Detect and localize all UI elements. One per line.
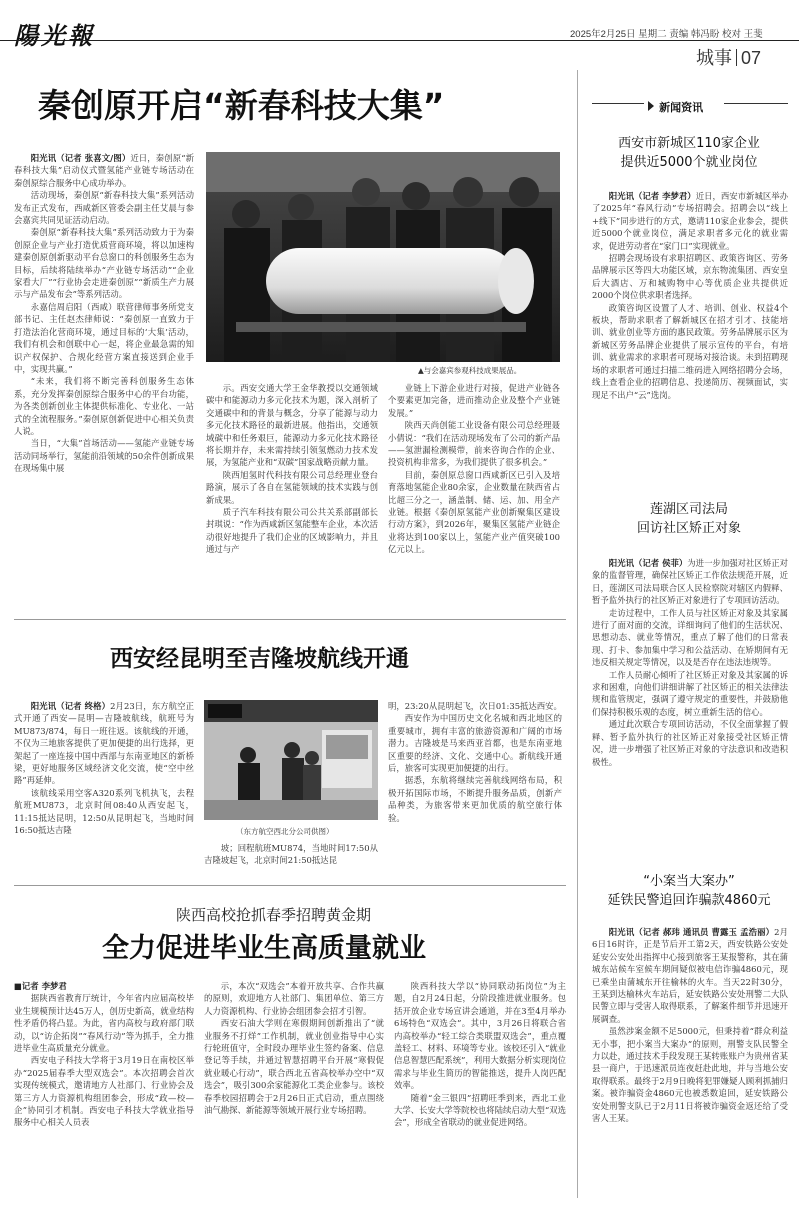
paragraph-text: 目前，秦创原总窗口西咸新区已引入及培育落地氢能企业80余家，企业数量在陕西省占比超三分之一，涵盖制、储、运、加、用全产业链。根据《秦创原氢能产业创新聚集区建设行动方案》，到2026年，聚集区氢能产业链企业将达到100家以上，氢能产业产值突破100亿元以上。	[388, 469, 560, 555]
paragraph	[206, 469, 378, 506]
jobs-headline: 全力促进毕业生高质量就业	[102, 933, 426, 964]
paragraph	[388, 774, 562, 824]
paragraph	[394, 980, 566, 1092]
byline: 阳光讯（记者 侯菲）	[608, 558, 688, 568]
paragraph	[388, 712, 562, 774]
paragraph-text: 通过此次联合专项回访活动，不仅全面掌握了假释、暂予监外执行的社区矫正对象接受社区矫正情况，进一步增强了社区矫正对象的守法意识和改造积极性。	[592, 719, 788, 767]
paragraph	[14, 226, 194, 300]
divider-jobs	[14, 885, 566, 886]
paragraph	[204, 1017, 384, 1116]
main-headline: 秦创原开启“新春科技大集”	[38, 86, 445, 125]
news1-body	[592, 190, 788, 490]
masthead-logo: 陽光報	[14, 21, 95, 50]
paragraph-text: 坡；回程航班MU874，当地时间17:50从吉隆坡起飞，北京时间21:50抵达昆	[204, 843, 378, 866]
dateline: 2025年2月25日 星期二 责编 韩冯盼 校对 王斐	[570, 29, 763, 40]
news3-headline	[590, 872, 788, 910]
paragraph	[206, 506, 378, 556]
news1-headline	[590, 134, 788, 172]
paragraph	[14, 700, 194, 787]
paragraph	[388, 469, 560, 556]
byline: 阳光讯（记者 郝玮 通讯员 曹露玉 孟浩丽）	[608, 927, 775, 937]
sidebar-head-label: 新闻资讯	[659, 102, 704, 114]
news2-headline-line1: 莲湖区司法局	[649, 502, 728, 517]
section-name: 城事	[696, 48, 732, 68]
main-photo-caption: ▲与会嘉宾参观科技成果展品。	[418, 366, 522, 375]
paragraph	[204, 980, 384, 1017]
sidebar-head	[648, 96, 703, 115]
paragraph	[592, 557, 788, 607]
paragraph-text: 质子汽车科技有限公司公共关系部副部长封琪说：“作为西咸新区氢能整车企业，本次活动很好地提升了我们企业的区域影响力，并且通过与产	[206, 507, 378, 555]
top-rule	[0, 40, 799, 41]
news2-headline-line2: 回访社区矫正对象	[636, 521, 741, 536]
news3-headline-line1: “小案当大案办”	[643, 874, 735, 889]
flight-col-3	[388, 700, 562, 872]
paragraph-text: 明，23:20从昆明起飞，次日01:35抵达西安。	[388, 701, 562, 711]
news3-headline-line2: 延铁民警追回诈骗款4860元	[607, 893, 771, 908]
paragraph	[14, 375, 194, 437]
paragraph	[204, 842, 378, 867]
paragraph	[592, 252, 788, 302]
sidebar-rule-left	[592, 103, 644, 104]
main-photo	[206, 152, 560, 362]
paragraph	[592, 190, 788, 252]
flight-photo	[204, 700, 378, 820]
jobs-col-2	[204, 980, 384, 1198]
paragraph-text: 西安石油大学则在寒假期间创新推出了“就业服务不打烊”工作机制，就业创业指导中心实行轮班值守，全时段办理毕业生签约备案、信息登记等手续，并通过智慧招聘平台开展“寒假促就业暖心行动”，联合西北五省高校举办空中“双选会”，吸引300余家能源化工类企业参与。该校春季校园招聘会于2月26日正式启动，重点围绕油气勘探、新能源等领域开展行业专场招聘。	[204, 1018, 384, 1116]
paragraph-text: 为进一步加强对社区矫正对象的监督管理，确保社区矫正工作依法规范开展，近日，莲湖区司法局联合区人民检察院对辖区内假释、暂予监外执行的社区矫正对象进行了专项回访活动。	[592, 558, 788, 606]
paragraph	[14, 980, 194, 992]
paragraph	[206, 382, 378, 469]
paragraph-text: 陕西天尚创能工业设备有限公司总经理聂小倩说：“我们在活动现场发布了公司的新产品——氢泄漏检测模带，前来咨询合作的企业、投资机构非常多，为我们提供了很多机会。”	[388, 420, 560, 468]
news1-headline-line2: 提供近5000个就业岗位	[620, 155, 758, 170]
section-divider	[736, 49, 737, 66]
paragraph	[388, 419, 560, 469]
paragraph-text: 业链上下游企业进行对接，促进产业链各个要素更加完备，进而推动企业及整个产业链发展。”	[388, 383, 560, 418]
byline: 阳光讯（记者 张喜文/图）	[30, 153, 131, 163]
paragraph-text: 虽然涉案金额不足5000元，但秉持着“群众利益无小事，把小案当大案办”的原则，刑警支队民警全力以赴，通过技术手段发现王某转账账户为贵州省某县一商户，于迅速派员连夜赶赴此地，并与当地公安取得联系。最终于2月9日晚将犯罪嫌疑人顾利抓捕归案。被诈骗资金4860元也被悉数追回，延安铁路公安处刑警支队已于2月11日将被诈骗资金返还给了受害人王某。	[592, 1026, 788, 1124]
page-number: 07	[741, 48, 762, 68]
paragraph	[592, 669, 788, 719]
paragraph-text: 2月23日，东方航空正式开通了西安—昆明—吉隆坡航线，航班号为MU873/874，每日一班往返。该航线的开通，不仅为三地旅客提供了更加便捷的出行选择，更架起了一座连接中国中西部与东南亚地区的新桥梁，更好地服务区域经济文化交流，使“空中丝路”再延伸。	[14, 701, 194, 786]
divider-flight	[14, 619, 566, 620]
paragraph	[14, 189, 194, 226]
paragraph-text: 永嘉信周启阳（西咸）联营律师事务所党支部书记、主任赵杰律师说：“秦创原一直致力于打造法治化营商环境，通过目标的‘大集’活动，我们有机会和创联中心一起，将企业最急需的知识产权保护、合规化经营方案直接送到企业手中，实现共赢。”	[14, 301, 194, 374]
paragraph-text: 走访过程中，工作人员与社区矫正对象及其家属进行了面对面的交流，详细询问了他们的生活状况、思想动态、就业等情况，重点了解了他们的日常表现、打卡、参加集中学习和公益活动、在矫期间有无违反相关规定等情况，以及是否存在违法违规等。	[592, 607, 788, 668]
main-col-1	[14, 152, 194, 600]
paragraph	[592, 1025, 788, 1124]
paragraph-text: 该航线采用空客A320系列飞机执飞，去程航班MU873，北京时间08:40从西安起飞，11:15抵达昆明，12:50从昆明起飞，当地时间16:50抵达吉隆	[14, 787, 194, 836]
jobs-col-1	[14, 980, 194, 1198]
paragraph-text: 随着“金三银四”招聘旺季到来，西北工业大学、长安大学等院校也将陆续启动大型“双选会”，形成全省联动的就业促进网络。	[394, 1092, 566, 1128]
paragraph-text: 据陕西省教育厅统计，今年省内应届高校毕业生规模预计达45万人，创历史新高，就业结构性矛盾仍将凸显。为此，省内高校与政府部门联动，以“访企拓岗”“春风行动”等为抓手，全力推进毕业生高质量充分就业。	[14, 993, 194, 1054]
paragraph	[14, 437, 194, 474]
flight-photo-caption: （东方航空西北分公司供图）	[236, 827, 334, 836]
paragraph-text: 示。西安交通大学王金华教授以交通领域碳中和能源动力多元化技术为题，深入剖析了交通碳中和的背景与概念，分享了能源与动力多元化技术路径的最新进展。他指出，交通领域碳中和任务艰巨，能源动力多元化技术路径将长期并存，未来需持续引领氢燃动力技术发展，为氢能产业和“双碳”国家战略贡献力量。	[206, 383, 378, 468]
paragraph-text: “未来，我们将不断完善科创服务生态体系，充分发挥秦创原综合服务中心的平台功能，为各类创新创业主体提供标准化、专业化、一站式的全流程服务。”秦创原创新促进中心相关负责人说。	[14, 376, 194, 436]
paragraph-text: 近日，秦创原“新春科技大集”启动仪式暨氢能产业链专场活动在秦创原综合服务中心成功举办。	[14, 153, 194, 188]
flight-headline: 西安经昆明至吉隆坡航线开通	[110, 646, 409, 672]
flight-col-1	[14, 700, 194, 870]
paragraph	[14, 301, 194, 375]
paragraph-text: 政策咨询区设置了人才、培训、创业、权益4个板块，帮助求职者了解新城区在招才引才、技能培训、就业创业等方面的惠民政策。劳务品牌展示区为新城区劳务品牌企业提供了展示宣传的平台，有培训、就业需求的求职者可现场对接洽谈。未到招聘现场的求职者可通过扫描二维码进入网络招聘分会场，线上查看企业的招聘信息、投递简历、视频面试，实现足不出户“云”选岗。	[592, 302, 788, 400]
paragraph	[388, 700, 562, 712]
sidebar-header	[592, 96, 788, 114]
paragraph-text: 招聘会现场设有求职招聘区、政策咨询区、劳务品牌展示区等四大功能区域，京东物流集团、西安皇后大酒店、万和城购物中心等优质企业共提供近2000个岗位供求职者选择。	[592, 253, 788, 301]
paragraph	[14, 1054, 194, 1128]
paragraph-text: 陕西旭氢时代科技有限公司总经理业登台路演，展示了各自在氢能领域的技术实践与创新成果。	[206, 469, 378, 505]
paragraph-text: 秦创原“新春科技大集”系列活动致力于为秦创原企业与产业打造优质营商环境，将以加速构建秦创原创新驱动平台总窗口的科创服务生态为目标，后续将陆续举办“产业链专场活动”“企业家看大厂”“行业协会走进秦创原”“新质生产力展示与产品发布会”等系列活动。	[14, 227, 194, 300]
paragraph-text: 西安电子科技大学将于3月19日在南校区举办“2025届春季大型双选会”。本次招聘会首次实现传统模式，邀请地方人社部门、行业协会及第三方人力资源机构组团参会，形成“政—校—企”协同引才机制。西安电子科技大学就业指导服务中心相关人员表	[14, 1055, 194, 1128]
byline: ■记者 李梦君	[14, 981, 67, 991]
paragraph	[592, 302, 788, 401]
paragraph-text: 2月6日16时许，正是节后开工第2天，西安铁路公安处延安公安处出指挥中心接到旅客王某报警称，其在蒲城东站候车室候车期间疑似被电信诈骗4860元，现已乘坐由蒲城东开往榆林的火车。当天22时30分，王某到达榆林火车站后，延安铁路公安处刑警二大队民警立即与受害人取得联系，了解案件细节并迅速开展调查。	[592, 927, 788, 1024]
jobs-kicker: 陕西高校抢抓春季招聘黄金期	[176, 906, 372, 924]
news1-headline-line1: 西安市新城区110家企业	[618, 136, 760, 151]
main-col-2	[206, 382, 378, 600]
paragraph	[14, 152, 194, 189]
news2-body	[592, 557, 788, 857]
sidebar-divider	[577, 70, 578, 1198]
paragraph-text: 当日，“大集”首场活动——氢能产业链专场活动同场举行，氢能前沿领域的50余件创新成果在现场集中展	[14, 438, 194, 474]
paragraph-text: 示，本次“双选会”本着开放共享、合作共赢的原则，欢迎地方人社部门、集团单位、第三方人力资源机构、行业协会组团参会招才引智。	[204, 981, 384, 1016]
paragraph	[592, 718, 788, 768]
sidebar-rule-right	[724, 103, 788, 104]
paragraph-text: 陕西科技大学以“协同联动拓岗位”为主题，自2月24日起，分阶段推进就业服务。包括开放企业专场宣讲会通道，并在3至4月举办6场特色“双选会”。其中，3月26日将联合省内高校举办“轻工综合类联盟双选会”，重点覆盖轻工、材料、环境等专业。该校还引入“就业信息智慧匹配系统”，利用大数据分析实现岗位需求与毕业生简历的智能推送，提升人岗匹配效率。	[394, 981, 566, 1091]
paragraph	[14, 992, 194, 1054]
paragraph-text: 据悉，东航将继续完善航线网络布局，积极开拓国际市场，不断提升服务品质，创新产品种类，为旅客带来更加优质的航空旅行体验。	[388, 775, 562, 823]
byline: 阳光讯（记者 李梦君）	[608, 191, 696, 201]
paragraph	[394, 1092, 566, 1129]
triangle-icon	[648, 101, 654, 111]
section-label	[696, 44, 761, 70]
paragraph-text: 活动现场，秦创原“新春科技大集”系列活动发布正式发布，西咸新区管委会副主任艾晨与参会嘉宾共同见证活动启动。	[14, 190, 194, 226]
flight-col-2	[204, 842, 378, 872]
paragraph	[592, 607, 788, 669]
paragraph-text: 西安作为中国历史文化名城和西北地区的重要城市，拥有丰富的旅游资源和广阔的市场潜力。吉隆坡是马来西亚首都，也是东南亚地区重要的经济、文化、交通中心。新航线开通后，旅客可实现更加便捷的出行。	[388, 713, 562, 774]
main-col-3	[388, 382, 560, 600]
jobs-col-3	[394, 980, 566, 1198]
paragraph-text: 工作人员耐心倾听了社区矫正对象及其家属的诉求和困难，向他们讲细讲解了社区矫正的相关法律法规和监管规定，强调了遵守规定的重要性，并鼓励他们保持积极乐观的态度，树立重新生活的信心。	[592, 669, 788, 717]
paragraph	[592, 926, 788, 1025]
paragraph	[388, 382, 560, 419]
news3-body	[592, 926, 788, 1198]
news2-headline	[590, 500, 788, 538]
paragraph	[14, 787, 194, 837]
paragraph-text: 近日，西安市新城区举办了2025年“春风行动”专场招聘会。招聘会以“线上+线下”同步进行的方式，邀请110家企业参会，提供近5000个就业岗位，满足求职者多元化的就业需求，促进劳动者在“家门口”实现就业。	[592, 191, 788, 251]
byline: 阳光讯（记者 终格）	[30, 701, 111, 711]
